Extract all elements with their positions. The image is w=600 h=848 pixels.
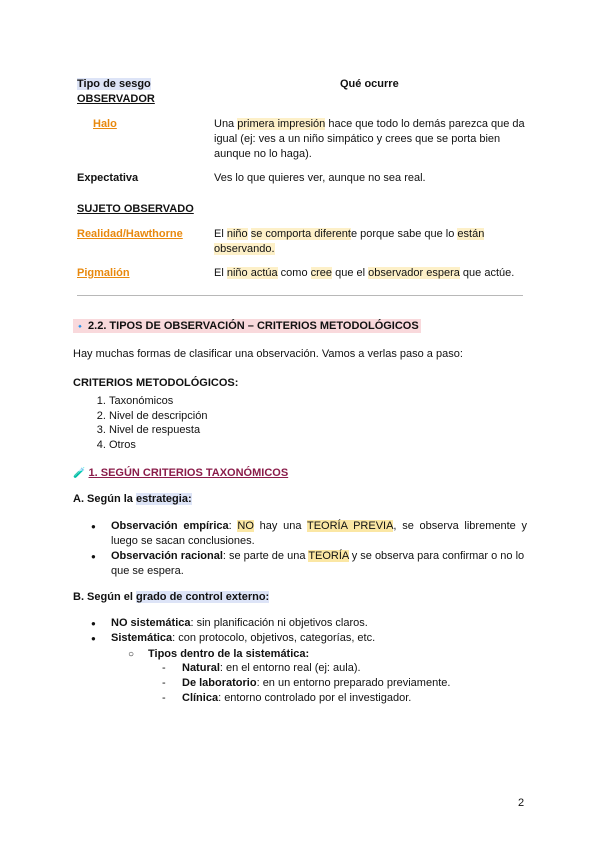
- table-header-bias-type: Tipo de sesgo: [77, 78, 151, 90]
- list-item: ● Observación empírica: NO hay una TEORÍA PREVIA, se observa libremente y luego se sacan conclusiones.: [91, 519, 527, 549]
- bias-pigmalion-description: El niño actúa como cree que el observador espera que actúe.: [214, 267, 515, 279]
- diamond-icon: 🔹: [75, 322, 85, 331]
- list-item: ○ Tipos dentro de la sistemática:: [128, 647, 309, 662]
- bias-pigmalion: Pigmalión: [77, 267, 130, 279]
- taxonomic-title: 🧪 1. SEGÚN CRITERIOS TAXONÓMICOS: [73, 467, 289, 479]
- systematic-types: [162, 661, 450, 706]
- list-item: 1. Taxonómicos: [109, 394, 207, 409]
- section-observer: OBSERVADOR: [77, 93, 155, 105]
- page-number: 2: [518, 797, 525, 809]
- criteria-list: [91, 394, 207, 452]
- section-title: 🔹 2.2. TIPOS DE OBSERVACIÓN – CRITERIOS METODOLÓGICOS: [75, 320, 419, 332]
- bias-hawthorne-description: El niño se comporta diferente porque sabe que lo están observando.: [214, 228, 485, 255]
- systematic-sublist: [128, 647, 309, 662]
- bias-expectativa: Expectativa: [77, 172, 139, 184]
- list-item: 3. Nivel de respuesta: [109, 423, 207, 438]
- bias-hawthorne: Realidad/Hawthorne: [77, 228, 183, 240]
- list-item: 4. Otros: [109, 438, 207, 453]
- list-item: - De laboratorio: en un entorno preparado previamente.: [162, 676, 450, 691]
- list-item: 2. Nivel de descripción: [109, 409, 207, 424]
- table-header-what-happens: Qué ocurre: [340, 78, 399, 90]
- criteria-title: CRITERIOS METODOLÓGICOS:: [73, 377, 239, 389]
- divider: [77, 295, 523, 296]
- control-heading: B. Según el grado de control externo:: [73, 591, 270, 603]
- bias-halo: Halo: [93, 118, 117, 130]
- list-item: ● NO sistemática: sin planificación ni objetivos claros.: [91, 616, 527, 631]
- strategy-list: [91, 519, 527, 579]
- list-item: ● Observación racional: se parte de una TEORÍA y se observa para confirmar o no lo que se espera.: [91, 549, 527, 579]
- bias-expectativa-description: Ves lo que quieres ver, aunque no sea real.: [214, 172, 426, 184]
- strategy-heading: A. Según la estrategia:: [73, 493, 192, 505]
- bias-halo-description: Una primera impresión hace que todo lo demás parezca que da igual (ej: ves a un niño simpático y crees que se porta bien aunque no lo haga).: [214, 118, 525, 160]
- section-intro: Hay muchas formas de clasificar una observación. Vamos a verlas paso a paso:: [73, 348, 463, 360]
- control-list: [91, 616, 527, 646]
- list-item: - Natural: en el entorno real (ej: aula).: [162, 661, 450, 676]
- test-tube-icon: 🧪: [73, 468, 86, 479]
- section-subject: SUJETO OBSERVADO: [77, 203, 194, 215]
- list-item: - Clínica: entorno controlado por el investigador.: [162, 691, 450, 706]
- list-item: ● Sistemática: con protocolo, objetivos, categorías, etc.: [91, 631, 527, 646]
